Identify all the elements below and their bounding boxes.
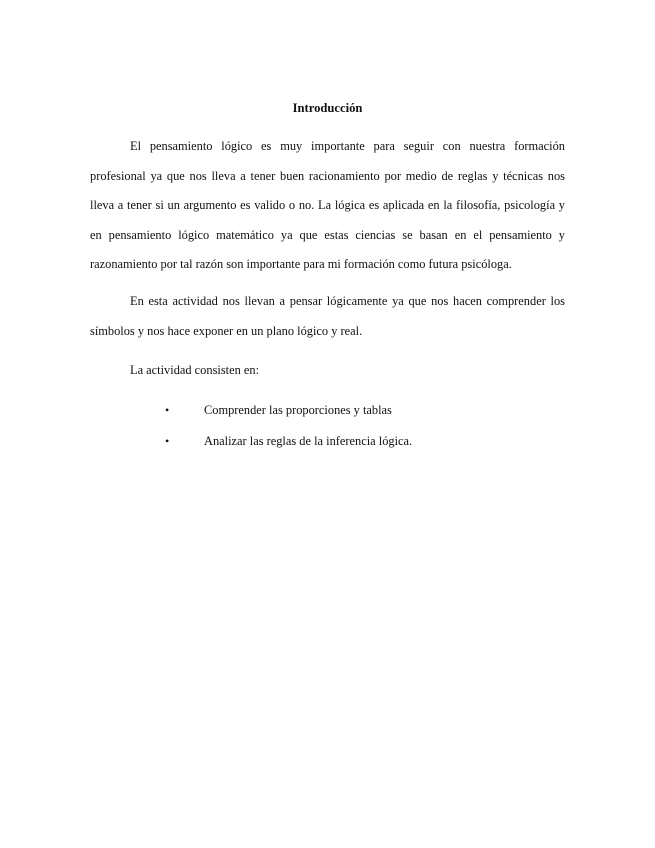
list-item (165, 395, 412, 426)
list-item-text: Analizar las reglas de la inferencia lógica. (204, 434, 413, 448)
bullet-list (165, 395, 412, 457)
paragraph-activity-list-lead: La actividad consisten en: (130, 363, 260, 377)
bullet-icon: • (165, 434, 170, 448)
list-item-text: Comprender las proporciones y tablas (204, 403, 392, 417)
list-item (165, 426, 412, 457)
bullet-icon: • (165, 403, 170, 417)
page-title: Introducción (292, 101, 363, 115)
paragraph-activity: En esta actividad nos llevan a pensar lógicamente ya que nos hacen comprender los símbolos y nos hace exponer en un plano lógico y real. (90, 294, 565, 338)
paragraph-intro: El pensamiento lógico es muy importante para seguir con nuestra formación profesional ya que nos lleva a tener buen racionamiento por medio de reglas y técnicas nos lleva a tener si un argumento es valido o no. La lógica es aplicada en la filosofía, psicología y en pensamiento lógico matemático ya que estas ciencias se basan en el pensamiento y razonamiento por tal razón son importante para mi formación como futura psicóloga. (90, 139, 565, 271)
